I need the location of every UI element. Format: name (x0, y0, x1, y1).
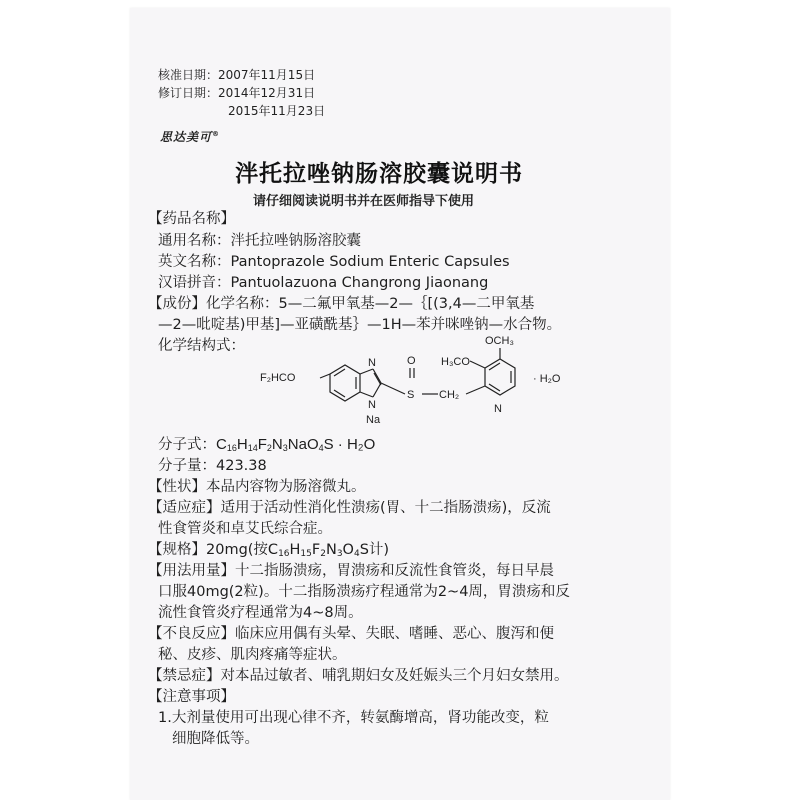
struct-f2hco: F₂HCO (260, 372, 296, 384)
composition-line-1: 【成份】化学名称：5—二氟甲氧基—2—｛[(3,4—二甲氧基 (148, 296, 535, 312)
struct-n-bottom: N (368, 399, 376, 411)
adverse-line-2: 秘、皮疹、肌肉疼痛等症状。 (158, 647, 347, 663)
dosage-line-2: 口服40mg(2粒)。十二指肠溃疡疗程通常为2~4周，胃溃疡和反 (158, 584, 570, 600)
document-title: 泮托拉唑钠肠溶胶囊说明书 (235, 161, 523, 187)
struct-s: S (407, 389, 415, 401)
struct-h3co: H₃CO (441, 356, 470, 368)
adverse-line-1: 【不良反应】临床应用偶有头晕、失眠、嗜睡、恶心、腹泻和便 (148, 626, 554, 642)
dosage-line-3: 流性食管炎疗程通常为4~8周。 (158, 605, 363, 621)
generic-name: 通用名称：泮托拉唑钠肠溶胶囊 (158, 233, 361, 249)
indications-line-2: 性食管炎和卓艾氏综合症。 (158, 521, 332, 537)
section-spec: 【规格】20mg(按$C_{16}H_{15}F_2N_3O_4S$计) (148, 542, 390, 559)
struct-o: O (407, 355, 416, 367)
section-contraindications: 【禁忌症】对本品过敏者、哺乳期妇女及妊娠头三个月妇女禁用。 (148, 668, 569, 684)
document-subtitle: 请仔细阅读说明书并在医师指导下使用 (253, 194, 475, 209)
structure-label: 化学结构式： (158, 338, 245, 354)
struct-och3: OCH₃ (485, 335, 514, 347)
english-name: 英文名称：Pantoprazole Sodium Enteric Capsules (158, 254, 510, 270)
molecular-formula: 分子式：$C_{16}H_{14}F_2N_3NaO_4S \cdot H_2O$ (158, 436, 376, 453)
brand-logo (160, 128, 220, 145)
registered-mark: ® (212, 130, 221, 138)
approval-date: 核准日期：2007年11月15日 (158, 68, 316, 82)
struct-pyridine-n: N (494, 403, 502, 415)
struct-water: · H₂O (533, 373, 561, 385)
revision-date-2: 2015年11月23日 (228, 104, 326, 118)
brand-name: 思达美可 (160, 130, 213, 144)
struct-ch2: CH₂ (439, 389, 460, 401)
section-precautions: 【注意事项】 (148, 689, 235, 705)
chemical-structure-diagram (140, 326, 580, 434)
dosage-line-1: 【用法用量】十二指肠溃疡，胃溃疡和反流性食管炎，每日早晨 (148, 563, 554, 579)
composition-line-2: —2—吡啶基)甲基]—亚磺酰基｝—1H—苯并咪唑钠—水合物。 (158, 317, 562, 333)
revision-date: 修订日期：2014年12月31日 (158, 86, 316, 100)
indications-line-1: 【适应症】适用于活动性消化性溃疡(胃、十二指肠溃疡)，反流 (148, 500, 551, 516)
molecular-weight: 分子量：423.38 (158, 458, 267, 474)
section-character: 【性状】本品内容物为肠溶微丸。 (148, 479, 366, 495)
struct-na: Na (366, 414, 381, 426)
precautions-line-1: 1.大剂量使用可出现心律不齐，转氨酶增高，肾功能改变，粒 (158, 710, 549, 726)
section-drug-name: 【药品名称】 (148, 211, 235, 227)
struct-n-top: N (368, 357, 376, 369)
precautions-line-2: 细胞降低等。 (172, 731, 259, 747)
pinyin-name: 汉语拼音：Pantuolazuona Changrong Jiaonang (158, 275, 489, 291)
